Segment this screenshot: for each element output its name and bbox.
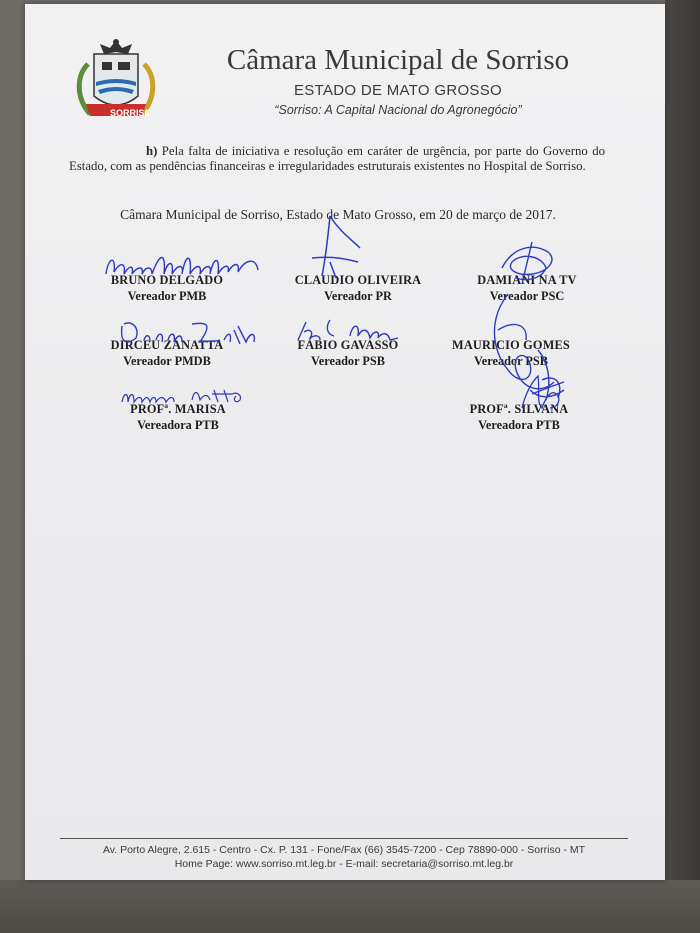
signatory-block [432,272,622,304]
signatory-name: MAURICIO GOMES [452,338,570,352]
signatory-block [263,272,453,304]
header-state: ESTADO DE MATO GROSSO [294,82,502,99]
signatory-name: DIRCEU ZANATTA [110,338,224,352]
signatory-block [416,337,606,369]
item-label: h) [146,144,158,158]
signatory-party: Vereador PMB [127,289,207,303]
footer-address: Av. Porto Alegre, 2.615 - Centro - Cx. P. 131 - Fone/Fax (66) 3545-7200 - Cep 78890-000 - Sorriso - MT [102,844,586,856]
signatory-party: Vereador PSB [474,354,548,368]
background-bottom [0,880,700,933]
signatory-block [72,272,262,304]
signatory-block [424,401,614,433]
signatory-party: Vereador PR [324,289,392,303]
date-line: Câmara Municipal de Sorriso, Estado de Mato Grosso, em 20 de março de 2017. [120,207,556,222]
signatory-block [83,401,273,433]
signatory-block [253,337,443,369]
signatory-name: BRUNO DELGADO [110,273,224,287]
signatory-party: Vereador PSB [311,354,385,368]
signatory-name: PROFª. SILVANA [469,402,569,416]
signatory-party: Vereadora PTB [137,418,219,432]
body-paragraph [69,144,605,174]
footer [44,843,644,871]
signatory-party: Vereador PSC [489,289,565,303]
signatory-name: FÁBIO GAVASSO [297,338,399,352]
background-right [665,0,700,933]
signatory-name: DAMIANI NA TV [477,273,577,287]
footer-web: Home Page: www.sorriso.mt.leg.br - E-mail: secretaria@sorriso.mt.leg.br [174,858,514,870]
signatory-party: Vereadora PTB [478,418,560,432]
logo-label: SORRISO [110,108,152,118]
header-title: Câmara Municipal de Sorriso [226,44,570,76]
signatory-party: Vereador PMDB [123,354,211,368]
signatory-name: PROFª. MARISA [130,402,226,416]
footer-divider [60,838,628,839]
signatory-block [72,337,262,369]
document-page [25,4,665,880]
signatory-name: CLAUDIO OLIVEIRA [294,273,422,287]
item-text: Pela falta de iniciativa e resolução em caráter de urgência, por parte do Governo do Estado, com as pendências financeiras e irregularidades estruturais existentes no Hospital de Sorriso. [69,144,605,173]
header-slogan: “Sorriso: A Capital Nacional do Agronegócio” [274,103,522,117]
